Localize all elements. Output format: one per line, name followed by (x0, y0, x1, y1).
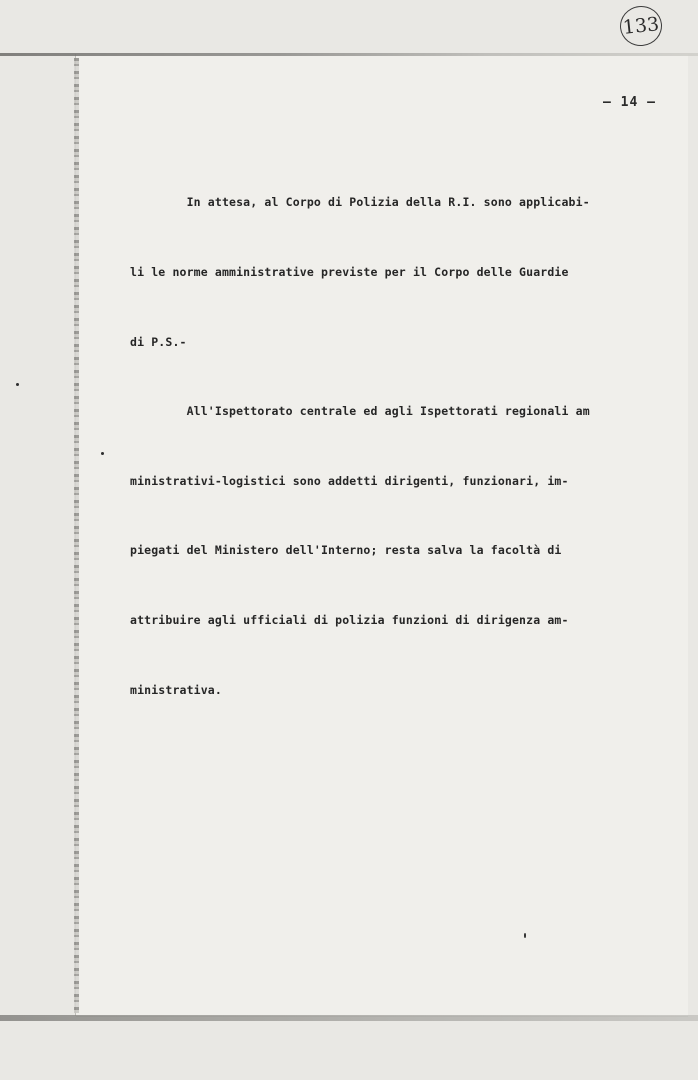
text-line: In attesa, al Corpo di Polizia della R.I. sono applicabi- (130, 195, 590, 210)
text-line: ministrativi-logistici sono addetti dirigenti, funzionari, im- (130, 473, 569, 488)
bottom-edge-shadow (0, 1015, 698, 1021)
text-line: di P.S.- (130, 334, 187, 349)
stamp-number: 133 (621, 13, 661, 39)
paper-speck (524, 933, 526, 938)
text-line: li le norme amministrative previste per il Corpo delle Guardie (130, 265, 569, 279)
text-line: piegati del Ministero dell'Interno; resta salva la facoltà di (130, 543, 562, 558)
top-edge-shadow (0, 53, 698, 56)
text-line: attribuire agli ufficiali di polizia funzioni di dirigenza am- (130, 612, 569, 627)
paper-speck (16, 383, 19, 386)
paper-speck (101, 452, 104, 455)
text-line: All'Ispettorato centrale ed agli Ispettorati regionali am (130, 404, 590, 419)
binding-edge (74, 58, 79, 1013)
text-line: ministrativa. (130, 682, 222, 697)
typed-paragraphs (130, 145, 655, 725)
page-number: – 14 – (603, 95, 656, 110)
